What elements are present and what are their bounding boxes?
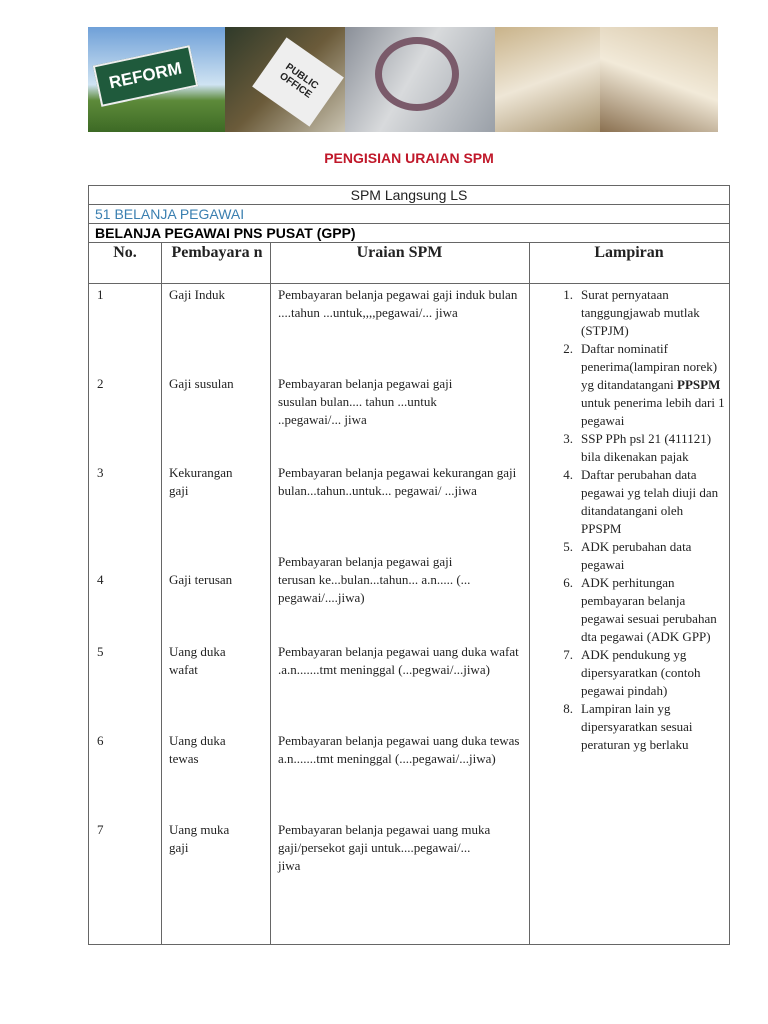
spm-table (88, 185, 730, 945)
row-pembayaran: Gaji susulan (169, 376, 234, 391)
public-office-photo: PUBLIC OFFICE (225, 27, 345, 132)
row-no: 7 (97, 822, 104, 837)
item-text: Surat pernyataan tanggungjawab mutlak (STPJM) (581, 287, 700, 338)
item-number: 1. (563, 287, 573, 302)
row-no: 4 (97, 572, 104, 587)
header-lampiran: Lampiran (594, 244, 664, 261)
column-divider (161, 243, 162, 944)
row-no: 3 (97, 465, 104, 480)
magnifying-glass-photo (345, 27, 495, 132)
subcategory-label: BELANJA PEGAWAI PNS PUSAT (GPP) (89, 224, 729, 243)
header-no: No. (113, 244, 137, 261)
item-number: 7. (563, 647, 573, 662)
glasses-document-photo (495, 27, 600, 132)
row-no: 1 (97, 287, 104, 302)
header-divider (89, 283, 729, 284)
item-text: ADK perhitungan pembayaran belanja pegawai sesuai perubahan dta pegawai (ADK GPP) (581, 575, 717, 644)
lampiran-item (551, 286, 726, 340)
row-uraian: Pembayaran belanja pegawai uang duka wafat .a.n.......tmt meninggal (...pegwai/...jiwa) (278, 644, 519, 677)
row-uraian: Pembayaran belanja pegawai gaji terusan ke...bulan...tahun... a.n..... (... pegawai/....jiwa) (278, 554, 471, 605)
item-number: 2. (563, 341, 573, 356)
lampiran-item (551, 538, 726, 574)
lampiran-item (551, 466, 726, 538)
lampiran-item (551, 340, 726, 430)
header-pembayaran: Pembayara n (171, 244, 263, 261)
item-text: untuk penerima lebih dari 1 pegawai (581, 395, 725, 428)
item-text: ADK perubahan data pegawai (581, 539, 692, 572)
item-text: Daftar perubahan data pegawai yg telah diuji dan ditandatangani oleh PPSPM (581, 467, 719, 536)
row-pembayaran: Uang duka wafat (169, 644, 226, 677)
row-no: 5 (97, 644, 104, 659)
item-text: Lampiran lain yg dipersyaratkan sesuai peraturan yg berlaku (581, 701, 693, 752)
item-number: 8. (563, 701, 573, 716)
row-pembayaran: Uang duka tewas (169, 733, 226, 766)
row-no: 2 (97, 376, 104, 391)
row-pembayaran: Gaji Induk (169, 287, 225, 302)
item-number: 3. (563, 431, 573, 446)
item-number: 5. (563, 539, 573, 554)
item-bold-text: PPSPM (677, 377, 721, 392)
column-divider (270, 243, 271, 944)
item-number: 6. (563, 575, 573, 590)
row-uraian: Pembayaran belanja pegawai uang duka tewas a.n.......tmt meninggal (....pegawai/...jiwa) (278, 733, 520, 766)
row-no: 6 (97, 733, 104, 748)
row-uraian: Pembayaran belanja pegawai kekurangan gaji bulan...tahun..untuk... pegawai/ ...jiwa (278, 465, 517, 498)
lampiran-list (551, 286, 726, 754)
item-text: SSP PPh psl 21 (411121) bila dikenakan pajak (581, 431, 712, 464)
lampiran-item (551, 700, 726, 754)
item-text: ADK pendukung yg dipersyaratkan (contoh pegawai pindah) (581, 647, 701, 698)
category-label: 51 BELANJA PEGAWAI (89, 205, 729, 224)
row-uraian: Pembayaran belanja pegawai gaji susulan bulan.... tahun ...untuk ..pegawai/... jiwa (278, 376, 453, 427)
page-title: PENGISIAN URAIAN SPM (324, 150, 494, 166)
header-banner-image (88, 27, 718, 132)
table-caption: SPM Langsung LS (89, 186, 729, 205)
column-divider (529, 243, 530, 944)
row-pembayaran: Gaji terusan (169, 572, 233, 587)
header-uraian: Uraian SPM (356, 244, 443, 261)
reform-sign-photo: REFORM (88, 27, 225, 132)
row-uraian: Pembayaran belanja pegawai uang muka gaji/persekot gaji untuk....pegawai/... jiwa (278, 822, 491, 873)
row-pembayaran: Uang muka gaji (169, 822, 230, 855)
lampiran-item (551, 430, 726, 466)
calculator-pen-photo (600, 27, 718, 132)
item-number: 4. (563, 467, 573, 482)
row-pembayaran: Kekurangan gaji (169, 465, 233, 498)
lampiran-item (551, 574, 726, 646)
lampiran-item (551, 646, 726, 700)
row-uraian: Pembayaran belanja pegawai gaji induk bulan ....tahun ...untuk,,,,pegawai/... jiwa (278, 287, 518, 320)
item-text: Daftar nominatif penerima(lampiran norek) yg ditandatangani (581, 341, 718, 392)
